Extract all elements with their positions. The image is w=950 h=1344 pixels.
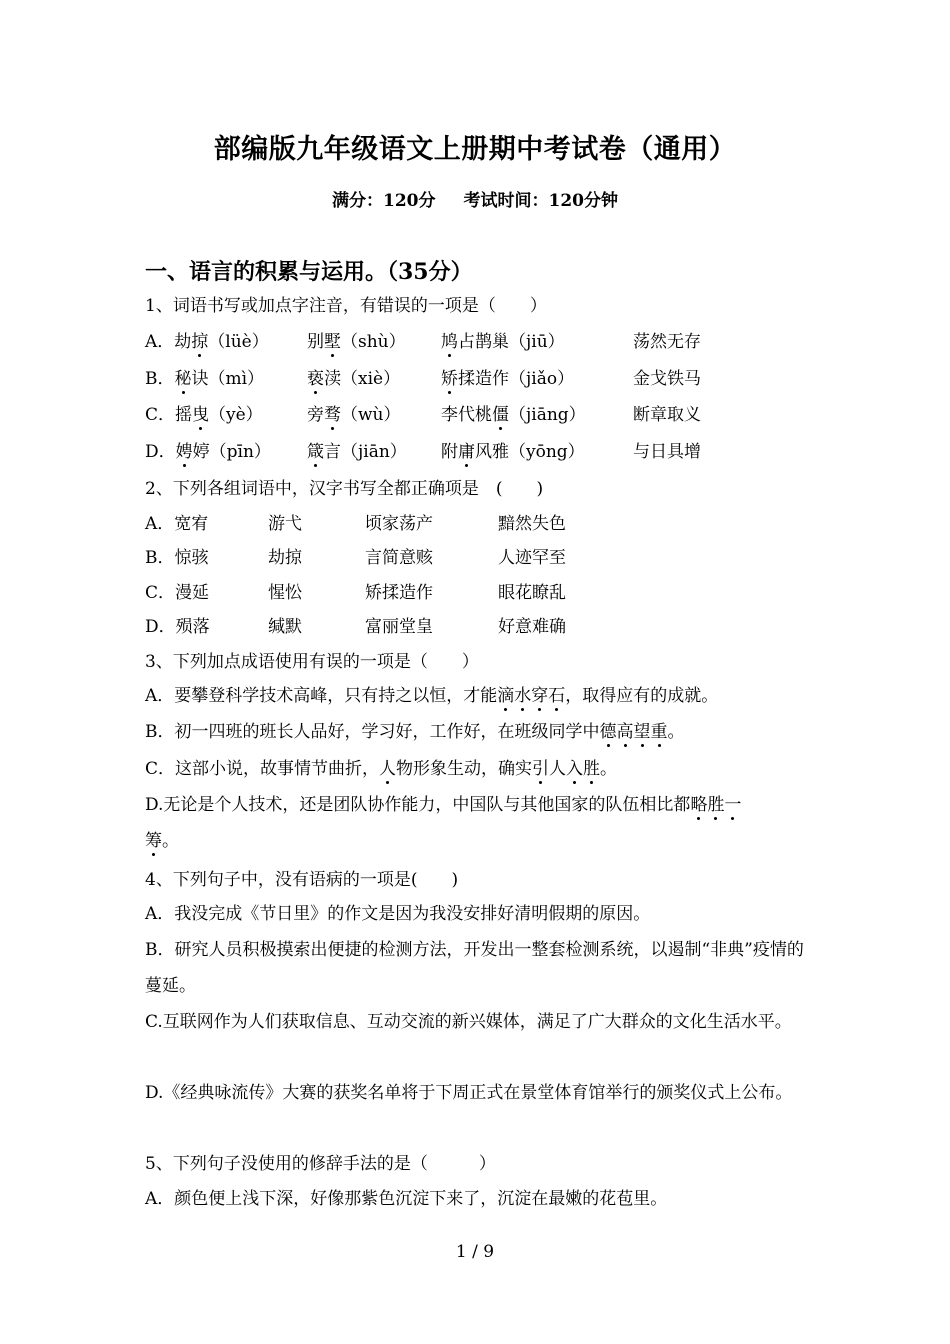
exam-time: 考试时间：120分钟 xyxy=(463,191,618,211)
q1-option-row-2-col-2: 亵渎（xiè） xyxy=(307,369,401,389)
exam-info xyxy=(0,186,950,211)
full-score: 满分：120分 xyxy=(332,191,436,211)
q1-option-row-4-col-4: 与日具增 xyxy=(633,442,701,462)
q1-option-row-1-col-2: 别墅（shù） xyxy=(307,332,406,352)
q2-option-row-3-col-3: 矫揉造作 xyxy=(365,583,433,603)
q1-option-row-2-col-3: 矫揉造作（jiǎo） xyxy=(441,369,575,389)
question-4-stem: 4、下列句子中，没有语病的一项是( ) xyxy=(145,870,459,890)
question-3-option-d-line2: 筹。 xyxy=(145,831,179,851)
question-4-option-d: D.《经典咏流传》大赛的获奖名单将于下周正式在景堂体育馆举行的颁奖仪式上公布。 xyxy=(145,1083,793,1103)
q1-option-row-4-col-2: 箴言（jiān） xyxy=(307,442,407,462)
q2-option-row-4-col-1: D．殒落 xyxy=(145,617,210,637)
q2-option-row-4-col-3: 富丽堂皇 xyxy=(365,617,433,637)
q1-option-row-3-col-1: C．摇曳（yè） xyxy=(145,405,263,425)
section-heading: 一、语言的积累与运用。（35分） xyxy=(145,259,473,285)
q2-option-row-2-col-4: 人迹罕至 xyxy=(498,548,566,568)
question-3-stem: 3、下列加点成语使用有误的一项是（ ） xyxy=(145,652,479,672)
q2-option-row-1-col-1: A．宽宥 xyxy=(145,514,209,534)
q1-option-row-4-col-3: 附庸风雅（yōng） xyxy=(441,442,585,462)
question-3-option-b: B．初一四班的班长人品好，学习好，工作好，在班级同学中德高望重。 xyxy=(145,722,685,742)
q2-option-row-3-col-1: C．漫延 xyxy=(145,583,210,603)
question-4-option-c: C.互联网作为人们获取信息、互动交流的新兴媒体，满足了广大群众的文化生活水平。 xyxy=(145,1012,792,1032)
q2-option-row-3-col-2: 惺忪 xyxy=(268,583,302,603)
q1-option-row-1-col-1: A．劫掠（lüè） xyxy=(145,332,269,352)
question-2-stem: 2、下列各组词语中，汉字书写全都正确项是 ( ) xyxy=(145,479,544,499)
q2-option-row-2-col-3: 言简意赅 xyxy=(365,548,433,568)
q1-option-row-2-col-1: B．秘诀（mì） xyxy=(145,369,265,389)
q2-option-row-1-col-3: 顷家荡产 xyxy=(365,514,433,534)
q1-option-row-1-col-3: 鸠占鹊巢（jiū） xyxy=(441,332,565,352)
q2-option-row-4-col-4: 好意难确 xyxy=(498,617,566,637)
q1-option-row-2-col-4: 金戈铁马 xyxy=(633,369,701,389)
q2-option-row-3-col-4: 眼花瞭乱 xyxy=(498,583,566,603)
question-5-stem: 5、下列句子没使用的修辞手法的是（ ） xyxy=(145,1154,496,1174)
q2-option-row-2-col-2: 劫掠 xyxy=(268,548,302,568)
q2-option-row-1-col-2: 游弋 xyxy=(268,514,302,534)
page-title: 部编版九年级语文上册期中考试卷（通用） xyxy=(213,134,737,165)
q1-option-row-3-col-3: 李代桃僵（jiāng） xyxy=(441,405,586,425)
q2-option-row-4-col-2: 缄默 xyxy=(268,617,302,637)
question-1-stem: 1、词语书写或加点字注音，有错误的一项是（ ） xyxy=(145,296,547,316)
question-3-option-a: A．要攀登科学技术高峰，只有持之以恒，才能滴水穿石，取得应有的成就。 xyxy=(145,686,719,706)
page-number: 1 / 9 xyxy=(455,1242,495,1262)
q1-option-row-3-col-4: 断章取义 xyxy=(633,405,701,425)
q1-option-row-4-col-1: D．娉婷（pīn） xyxy=(145,442,271,462)
q1-option-row-3-col-2: 旁骛（wù） xyxy=(307,405,401,425)
question-4-option-b: B．研究人员积极摸索出便捷的检测方法，开发出一整套检测系统，以遏制“非典”疫情的蔓延。 xyxy=(145,940,804,996)
question-3-option-c: C．这部小说，故事情节曲折，人物形象生动，确实引人入胜。 xyxy=(145,759,618,779)
question-5-option-a: A．颜色便上浅下深，好像那紫色沉淀下来了，沉淀在最嫩的花苞里。 xyxy=(145,1189,668,1209)
question-4-option-a: A．我没完成《节日里》的作文是因为我没安排好清明假期的原因。 xyxy=(145,904,651,924)
q2-option-row-1-col-4: 黯然失色 xyxy=(498,514,566,534)
question-3-option-d-line1: D.无论是个人技术，还是团队协作能力，中国队与其他国家的队伍相比都略胜一 xyxy=(145,795,742,815)
q2-option-row-2-col-1: B．惊骇 xyxy=(145,548,209,568)
q1-option-row-1-col-4: 荡然无存 xyxy=(633,332,701,352)
